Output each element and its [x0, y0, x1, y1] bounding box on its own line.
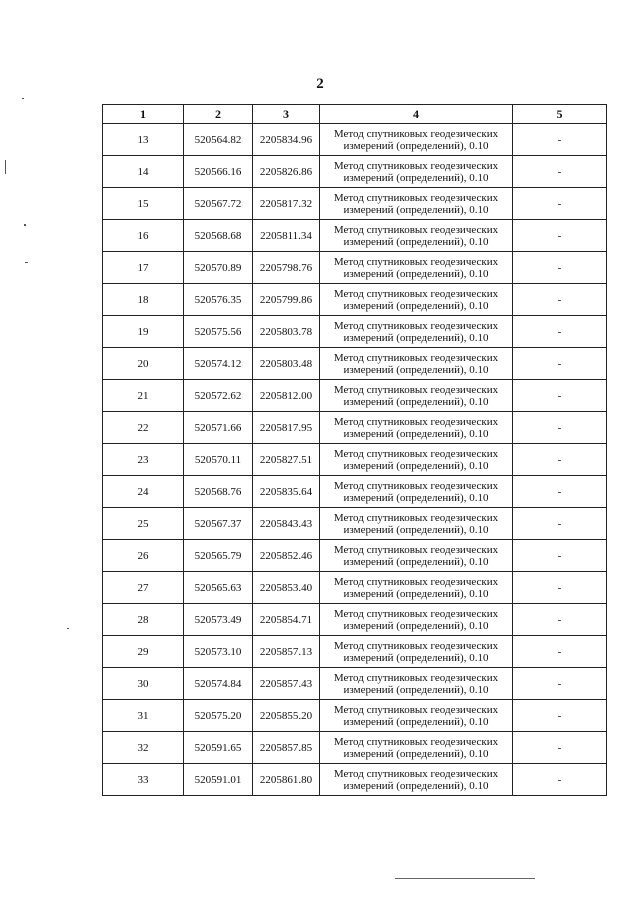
table-row [103, 700, 607, 732]
method-cell: Метод спутниковых геодезических измерений (определений), 0.10 [320, 764, 513, 796]
point-number-cell: 19 [103, 316, 184, 348]
y-coordinate-cell: 2205857.13 [253, 636, 320, 668]
y-coordinate-cell: 2205803.78 [253, 316, 320, 348]
method-cell: Метод спутниковых геодезических измерений (определений), 0.10 [320, 156, 513, 188]
x-coordinate-cell: 520573.49 [184, 604, 253, 636]
y-coordinate-cell: 2205834.96 [253, 124, 320, 156]
table-row [103, 476, 607, 508]
column-header: 2 [184, 105, 253, 124]
x-coordinate-cell: 520575.20 [184, 700, 253, 732]
table-row [103, 604, 607, 636]
x-coordinate-cell: 520575.56 [184, 316, 253, 348]
page-number: 2 [316, 76, 324, 92]
point-number-cell: 14 [103, 156, 184, 188]
method-cell: Метод спутниковых геодезических измерений (определений), 0.10 [320, 540, 513, 572]
scan-mark [24, 224, 26, 226]
method-cell: Метод спутниковых геодезических измерений (определений), 0.10 [320, 444, 513, 476]
x-coordinate-cell: 520576.35 [184, 284, 253, 316]
table-row [103, 508, 607, 540]
point-number-cell: 26 [103, 540, 184, 572]
note-cell: - [513, 700, 607, 732]
note-cell: - [513, 508, 607, 540]
note-cell: - [513, 540, 607, 572]
y-coordinate-cell: 2205827.51 [253, 444, 320, 476]
table-row [103, 732, 607, 764]
point-number-cell: 25 [103, 508, 184, 540]
table-row [103, 764, 607, 796]
x-coordinate-cell: 520574.12 [184, 348, 253, 380]
method-cell: Метод спутниковых геодезических измерений (определений), 0.10 [320, 508, 513, 540]
method-cell: Метод спутниковых геодезических измерений (определений), 0.10 [320, 732, 513, 764]
y-coordinate-cell: 2205861.80 [253, 764, 320, 796]
column-header: 3 [253, 105, 320, 124]
note-cell: - [513, 604, 607, 636]
point-number-cell: 21 [103, 380, 184, 412]
point-number-cell: 27 [103, 572, 184, 604]
method-cell: Метод спутниковых геодезических измерений (определений), 0.10 [320, 412, 513, 444]
y-coordinate-cell: 2205853.40 [253, 572, 320, 604]
scan-mark [25, 262, 28, 263]
x-coordinate-cell: 520567.37 [184, 508, 253, 540]
y-coordinate-cell: 2205855.20 [253, 700, 320, 732]
table-row [103, 636, 607, 668]
note-cell: - [513, 316, 607, 348]
note-cell: - [513, 124, 607, 156]
note-cell: - [513, 156, 607, 188]
point-number-cell: 17 [103, 252, 184, 284]
method-cell: Метод спутниковых геодезических измерений (определений), 0.10 [320, 668, 513, 700]
table-row [103, 380, 607, 412]
point-number-cell: 33 [103, 764, 184, 796]
column-header: 5 [513, 105, 607, 124]
point-number-cell: 29 [103, 636, 184, 668]
note-cell: - [513, 764, 607, 796]
table-row [103, 316, 607, 348]
x-coordinate-cell: 520591.65 [184, 732, 253, 764]
x-coordinate-cell: 520568.76 [184, 476, 253, 508]
point-number-cell: 23 [103, 444, 184, 476]
scan-mark [67, 628, 69, 629]
note-cell: - [513, 636, 607, 668]
note-cell: - [513, 284, 607, 316]
y-coordinate-cell: 2205857.85 [253, 732, 320, 764]
column-header: 4 [320, 105, 513, 124]
table-row [103, 412, 607, 444]
y-coordinate-cell: 2205852.46 [253, 540, 320, 572]
method-cell: Метод спутниковых геодезических измерений (определений), 0.10 [320, 604, 513, 636]
table-row [103, 540, 607, 572]
method-cell: Метод спутниковых геодезических измерений (определений), 0.10 [320, 124, 513, 156]
y-coordinate-cell: 2205857.43 [253, 668, 320, 700]
x-coordinate-cell: 520574.84 [184, 668, 253, 700]
y-coordinate-cell: 2205817.32 [253, 188, 320, 220]
method-cell: Метод спутниковых геодезических измерений (определений), 0.10 [320, 476, 513, 508]
point-number-cell: 24 [103, 476, 184, 508]
x-coordinate-cell: 520568.68 [184, 220, 253, 252]
y-coordinate-cell: 2205812.00 [253, 380, 320, 412]
note-cell: - [513, 444, 607, 476]
x-coordinate-cell: 520573.10 [184, 636, 253, 668]
x-coordinate-cell: 520567.72 [184, 188, 253, 220]
y-coordinate-cell: 2205843.43 [253, 508, 320, 540]
x-coordinate-cell: 520572.62 [184, 380, 253, 412]
note-cell: - [513, 380, 607, 412]
x-coordinate-cell: 520565.79 [184, 540, 253, 572]
note-cell: - [513, 348, 607, 380]
point-number-cell: 15 [103, 188, 184, 220]
table-row [103, 156, 607, 188]
method-cell: Метод спутниковых геодезических измерений (определений), 0.10 [320, 700, 513, 732]
x-coordinate-cell: 520564.82 [184, 124, 253, 156]
table-row [103, 124, 607, 156]
y-coordinate-cell: 2205798.76 [253, 252, 320, 284]
note-cell: - [513, 572, 607, 604]
note-cell: - [513, 732, 607, 764]
point-number-cell: 28 [103, 604, 184, 636]
x-coordinate-cell: 520571.66 [184, 412, 253, 444]
point-number-cell: 13 [103, 124, 184, 156]
footer-line [395, 878, 535, 879]
y-coordinate-cell: 2205817.95 [253, 412, 320, 444]
method-cell: Метод спутниковых геодезических измерений (определений), 0.10 [320, 572, 513, 604]
scan-mark [22, 98, 24, 99]
point-number-cell: 20 [103, 348, 184, 380]
note-cell: - [513, 220, 607, 252]
method-cell: Метод спутниковых геодезических измерений (определений), 0.10 [320, 220, 513, 252]
note-cell: - [513, 412, 607, 444]
x-coordinate-cell: 520591.01 [184, 764, 253, 796]
x-coordinate-cell: 520566.16 [184, 156, 253, 188]
point-number-cell: 30 [103, 668, 184, 700]
table-header-row [103, 105, 607, 124]
y-coordinate-cell: 2205854.71 [253, 604, 320, 636]
method-cell: Метод спутниковых геодезических измерений (определений), 0.10 [320, 348, 513, 380]
note-cell: - [513, 252, 607, 284]
point-number-cell: 32 [103, 732, 184, 764]
note-cell: - [513, 476, 607, 508]
y-coordinate-cell: 2205799.86 [253, 284, 320, 316]
method-cell: Метод спутниковых геодезических измерений (определений), 0.10 [320, 380, 513, 412]
method-cell: Метод спутниковых геодезических измерений (определений), 0.10 [320, 284, 513, 316]
y-coordinate-cell: 2205811.34 [253, 220, 320, 252]
x-coordinate-cell: 520565.63 [184, 572, 253, 604]
point-number-cell: 18 [103, 284, 184, 316]
method-cell: Метод спутниковых геодезических измерений (определений), 0.10 [320, 188, 513, 220]
note-cell: - [513, 188, 607, 220]
table-row [103, 188, 607, 220]
y-coordinate-cell: 2205803.48 [253, 348, 320, 380]
point-number-cell: 31 [103, 700, 184, 732]
coordinates-table [102, 104, 607, 796]
table-row [103, 220, 607, 252]
column-header: 1 [103, 105, 184, 124]
point-number-cell: 22 [103, 412, 184, 444]
y-coordinate-cell: 2205826.86 [253, 156, 320, 188]
table-row [103, 668, 607, 700]
table-row [103, 572, 607, 604]
note-cell: - [513, 668, 607, 700]
point-number-cell: 16 [103, 220, 184, 252]
method-cell: Метод спутниковых геодезических измерений (определений), 0.10 [320, 636, 513, 668]
table-row [103, 284, 607, 316]
method-cell: Метод спутниковых геодезических измерений (определений), 0.10 [320, 316, 513, 348]
x-coordinate-cell: 520570.11 [184, 444, 253, 476]
method-cell: Метод спутниковых геодезических измерений (определений), 0.10 [320, 252, 513, 284]
table-row [103, 348, 607, 380]
table-row [103, 444, 607, 476]
x-coordinate-cell: 520570.89 [184, 252, 253, 284]
table-row [103, 252, 607, 284]
scan-mark [5, 160, 6, 174]
y-coordinate-cell: 2205835.64 [253, 476, 320, 508]
